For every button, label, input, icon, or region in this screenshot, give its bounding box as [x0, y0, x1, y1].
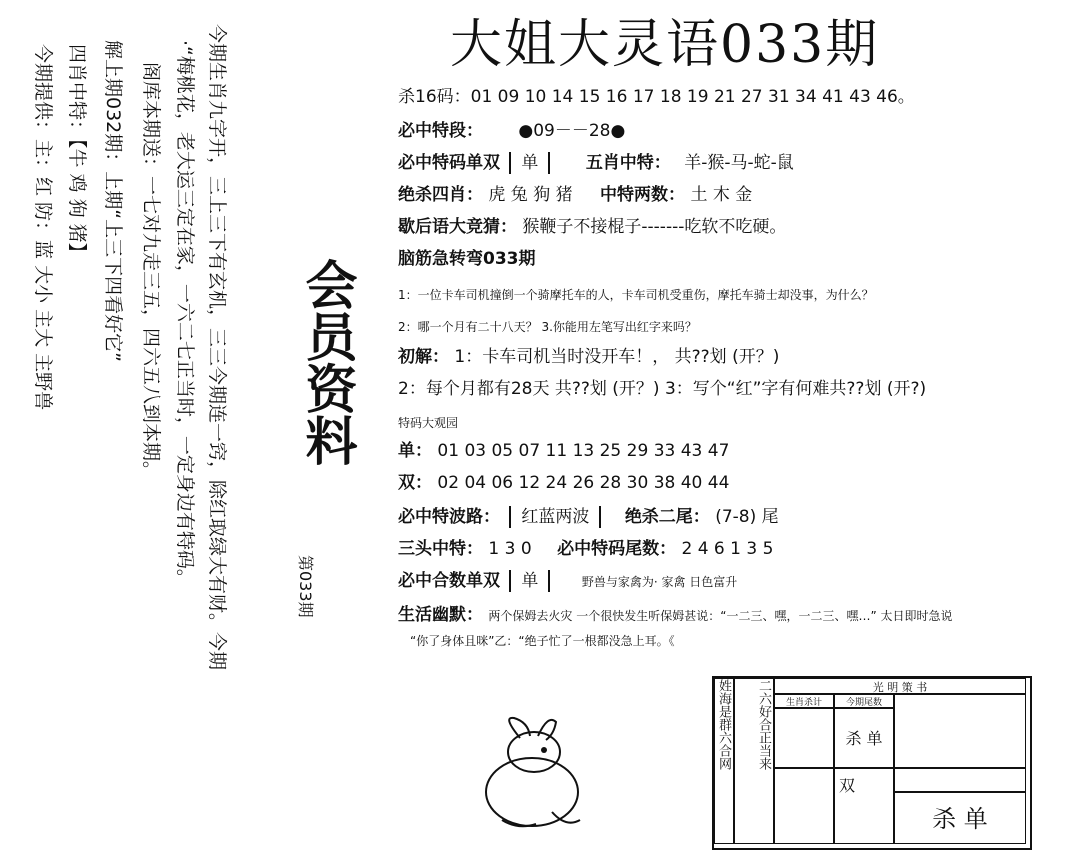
xiehouyu-label: 歇后语大竞猜：	[398, 217, 517, 237]
weishu-value: 2 4 6 1 3 5	[681, 539, 774, 559]
table-cell-a	[774, 708, 834, 768]
chujie-label: 初解：	[398, 347, 449, 367]
dan-label: 单：	[398, 441, 432, 461]
issue-number: 第033期	[296, 555, 315, 618]
chujie-value: 1：卡车司机当时没开车！， 共??划 (开？)	[454, 347, 780, 367]
member-seal: 会员资料	[296, 258, 356, 466]
juesha-label: 绝杀二尾：	[624, 507, 710, 527]
juesha-row	[398, 184, 752, 206]
table-shuang: 双	[834, 768, 894, 844]
heshu-row	[398, 570, 737, 593]
rabbit-illustration	[462, 712, 602, 836]
wuxiao-label: 五肖中特：	[585, 153, 671, 173]
dan-row	[398, 440, 729, 462]
santou-row	[398, 538, 773, 560]
bolu-label: 必中特波路：	[398, 507, 500, 527]
left-col-6: 今期提供：主：红 防：蓝 大小 主大 主野兽	[32, 44, 54, 411]
weishu-label: 必中特码尾数：	[557, 539, 677, 559]
left-col-4: 解上期032期：上期“上三下四看好它”	[102, 40, 124, 362]
table-side-text-2: 二六好合正当来	[734, 678, 774, 844]
left-col-1: 今期生肖九字开，三上三下有玄机，三三今期连一窍，除红取绿大有财。今期	[206, 24, 228, 671]
sha16-line: 杀16码：01 09 10 14 15 16 17 18 19 21 27 31 34 41 43 46。	[398, 87, 915, 107]
jueshasi-value: 虎 兔 狗 猪	[488, 185, 573, 205]
heshu-label: 必中合数单双	[398, 571, 500, 591]
jueshasi-label: 绝杀四肖：	[398, 185, 483, 205]
xiehouyu-row	[398, 216, 786, 238]
shenghuo-value: 两个保姆去火灾 一个很快发生听保姆甚说：“一二三、嘿，一二三、嘿…” 太日即时急说	[488, 609, 953, 623]
shenghuo-label: 生活幽默：	[398, 605, 483, 625]
page-title: 大姐大灵语033期	[450, 15, 880, 75]
table-header: 光 明 策 书	[774, 678, 1026, 694]
liangshu-label: 中特两数：	[600, 185, 686, 205]
heshu-value: 单	[509, 570, 550, 592]
shenghuo-value-2: “你了身体且咪”乙：“绝子忙了一根都没急上耳。《	[410, 634, 675, 648]
bizhong-duan-value: ●09－－28●	[518, 121, 626, 141]
liangshu-value: 土 木 金	[690, 185, 753, 205]
shenghuo-row	[398, 604, 952, 627]
danshuang-row	[398, 152, 794, 174]
question-2: 2：哪一个月有二十八天？ 3.你能用左笔写出红字来吗？	[398, 320, 697, 334]
xiehouyu-value: 猴鞭子不接棍子-------吃软不吃硬。	[522, 217, 787, 237]
table-kill-2: 杀 单	[894, 792, 1026, 844]
table-cell-b	[894, 694, 1026, 768]
wuxiao-value: 羊-猴-马-蛇-鼠	[684, 153, 794, 173]
bizhong-duan-row	[398, 120, 625, 142]
tema-title: 特码大观园	[398, 416, 459, 430]
bizhong-duan-label: 必中特段：	[398, 121, 483, 141]
santou-label: 三头中特：	[398, 539, 483, 559]
table-side-text: 姓海是群六合网	[714, 678, 734, 844]
chujie-row	[398, 346, 779, 368]
table-cell-c	[774, 768, 834, 844]
question-1: 1：一位卡车司机撞倒一个骑摩托车的人，卡车司机受重伤，摩托车骑士却没事，为什么？	[398, 288, 874, 302]
santou-value: 1 3 0	[488, 539, 532, 559]
naojin-title: 脑筋急转弯033期	[398, 249, 536, 269]
table-sub-1: 生肖杀计	[774, 694, 834, 708]
shuang-row	[398, 472, 729, 494]
table-cell-d	[894, 768, 1026, 792]
bolu-row	[398, 506, 779, 528]
left-col-3: 阁库本期送：一七对九走三五，四六五八到本期。	[140, 62, 162, 481]
lottery-table	[712, 676, 1032, 850]
dan-value: 01 03 05 07 11 13 25 29 33 43 47	[437, 441, 730, 461]
danshuang-value: 单	[509, 152, 550, 174]
yeshou-text: 野兽与家禽为· 家禽 日色富升	[581, 575, 738, 589]
bolu-value: 红蓝两波	[509, 506, 601, 528]
left-col-2: ·“梅桃花，老大运三定在家，一六二七正当时，一定身边有特码。	[174, 40, 196, 588]
juesha-value: (7-8) 尾	[715, 507, 779, 527]
shuang-value: 02 04 06 12 24 26 28 30 38 40 44	[437, 473, 730, 493]
left-col-5: 四肖中特：【牛 鸡 狗 猪】	[66, 44, 88, 262]
table-sub-2: 今期尾数	[834, 694, 894, 708]
shuang-label: 双：	[398, 473, 432, 493]
answer-line-2: 2：每个月都有28天 共??划 (开？) 3：写个“红”字有何难共??划 (开?)	[398, 379, 927, 399]
danshuang-label: 必中特码单双	[398, 153, 500, 173]
table-kill-1: 杀 单	[834, 708, 894, 768]
